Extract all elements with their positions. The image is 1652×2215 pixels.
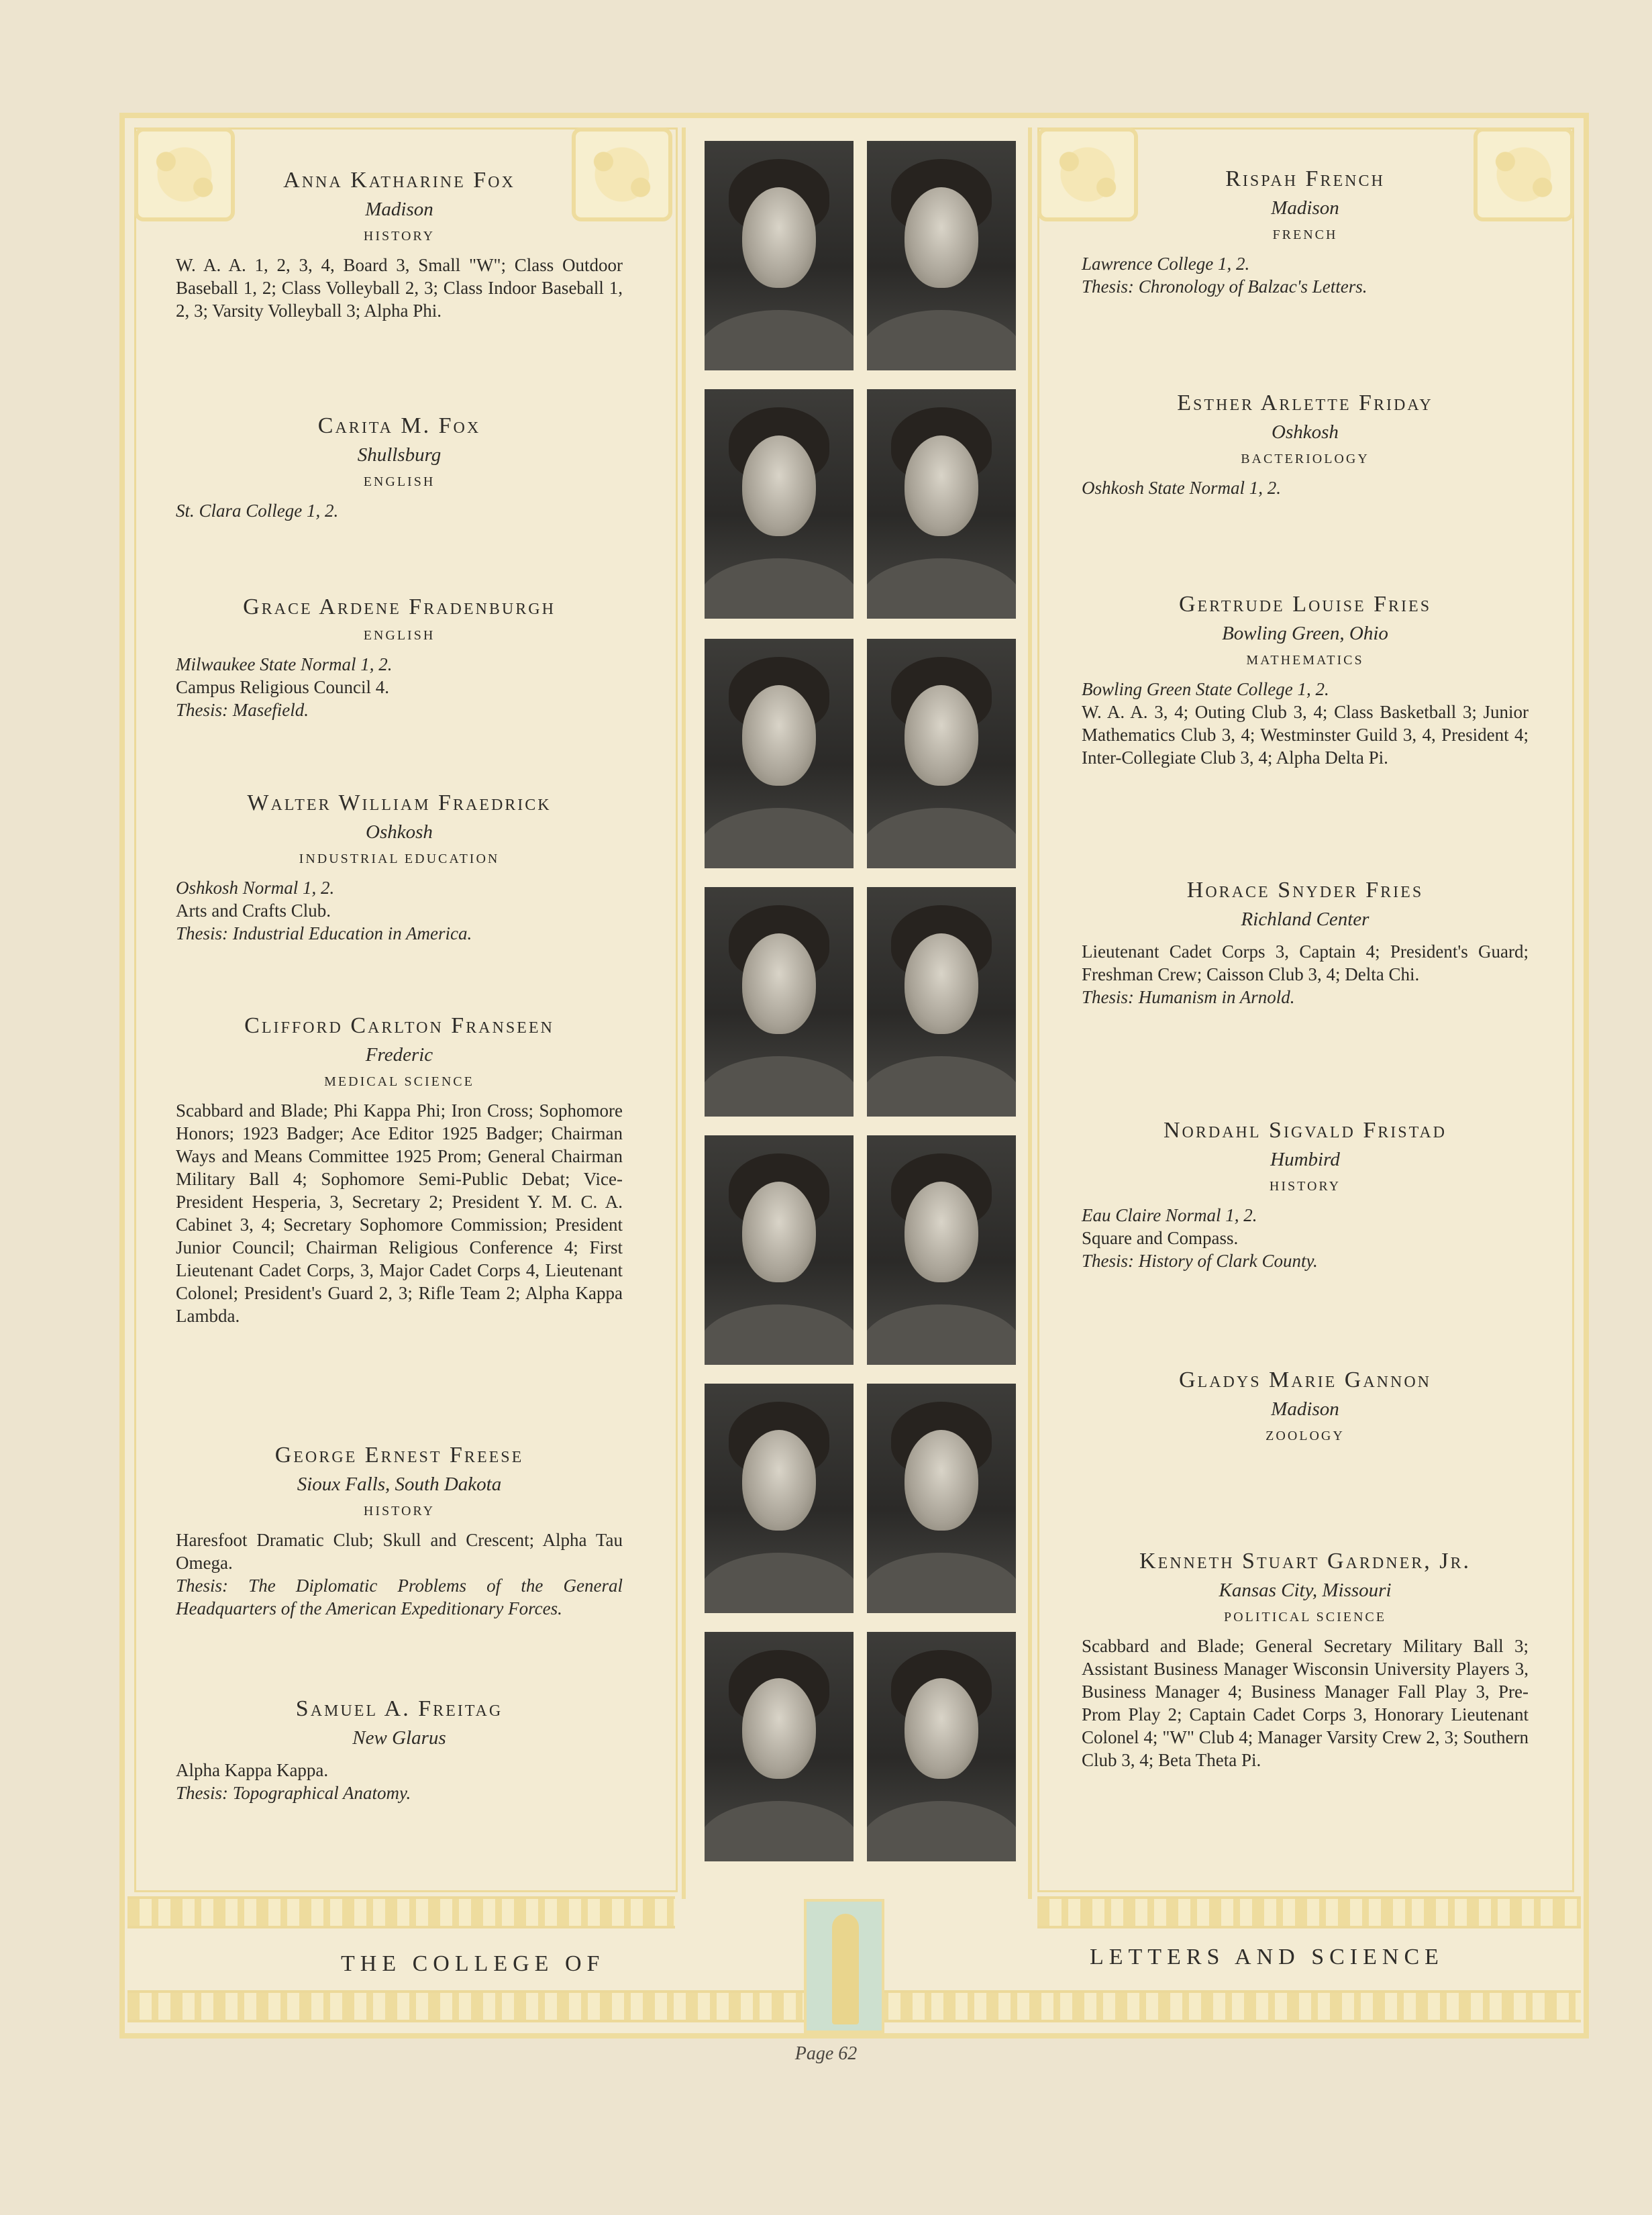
student-name: Grace Ardene Fradenburgh: [243, 595, 556, 619]
entry-horace-snyder-fries: [1082, 878, 1529, 1009]
student-thesis: Thesis: Masefield.: [176, 700, 309, 720]
student-hometown: Shullsburg: [357, 444, 442, 466]
footer-title-right: LETTERS AND SCIENCE: [1090, 1945, 1444, 1969]
student-department: HISTORY: [363, 1504, 435, 1518]
portrait-photo: [705, 639, 854, 868]
student-name: Kenneth Stuart Gardner, Jr.: [1139, 1549, 1471, 1574]
portrait-photo: [867, 389, 1016, 619]
entry-rispah-french: [1082, 166, 1529, 298]
portrait-photo: [705, 1384, 854, 1613]
entry-gertrude-louise-fries: [1082, 592, 1529, 769]
student-hometown: Sioux Falls, South Dakota: [297, 1474, 502, 1495]
student-name: Gertrude Louise Fries: [1178, 592, 1432, 617]
student-name: George Ernest Freese: [274, 1443, 524, 1467]
portrait-photo: [867, 1384, 1016, 1613]
portrait-photo: [705, 389, 854, 619]
entry-samuel-a-freitag: [176, 1696, 623, 1804]
student-thesis: Thesis: Topographical Anatomy.: [176, 1783, 411, 1803]
entry-anna-katharine-fox: [176, 168, 623, 322]
student-name: Carita M. Fox: [317, 413, 481, 438]
entry-gladys-marie-gannon: [1082, 1368, 1529, 1453]
student-prior-college: Oshkosh Normal 1, 2.: [176, 878, 335, 898]
student-name: Samuel A. Freitag: [295, 1696, 503, 1721]
entry-walter-william-fraedrick: [176, 790, 623, 945]
student-prior-college: Eau Claire Normal 1, 2.: [1082, 1205, 1257, 1225]
entry-nordahl-sigvald-fristad: [1082, 1118, 1529, 1272]
student-department: FRENCH: [1272, 227, 1338, 242]
footer-title-left: THE COLLEGE OF: [341, 1951, 605, 1976]
student-activities: Scabbard and Blade; General Secretary Military Ball 3; Assistant Business Manager Wisconsin University Players 3, Business Manager 4; Business Manager Fall Play 3, Pre-Prom Play 2; Captain Cadet Corps 3, Honorary Lieutenant Colonel 4; "W" Club 4; Manager Varsity Crew 2, 3; Southern Club 3, 4; Beta Theta Pi.: [1082, 1636, 1529, 1770]
student-activities: W. A. A. 3, 4; Outing Club 3, 4; Class Basketball 3; Junior Mathematics Club 3, 4; Westminster Guild 3, 4, President 4; Inter-Collegiate Club 3, 4; Alpha Delta Pi.: [1082, 702, 1529, 768]
student-department: POLITICAL SCIENCE: [1224, 1610, 1386, 1625]
student-hometown: Madison: [1271, 1398, 1339, 1420]
student-department: ENGLISH: [363, 628, 435, 643]
entry-clifford-carlton-franseen: [176, 1013, 623, 1327]
portrait-photo: [705, 141, 854, 370]
student-thesis: Thesis: History of Clark County.: [1082, 1251, 1318, 1271]
student-hometown: Madison: [1271, 197, 1339, 219]
portrait-photo: [867, 887, 1016, 1117]
student-name: Rispah French: [1225, 166, 1385, 191]
student-activities: Square and Compass.: [1082, 1228, 1239, 1248]
student-department: ZOOLOGY: [1266, 1429, 1345, 1443]
photo-column-right-divider: [1028, 127, 1032, 1899]
student-activities: Alpha Kappa Kappa.: [176, 1760, 329, 1780]
student-activities: Haresfoot Dramatic Club; Skull and Crescent; Alpha Tau Omega.: [176, 1530, 623, 1573]
student-prior-college: Oshkosh State Normal 1, 2.: [1082, 478, 1281, 498]
statue-emblem: [804, 1899, 884, 2033]
student-department: HISTORY: [1269, 1179, 1341, 1194]
student-prior-college: St. Clara College 1, 2.: [176, 501, 339, 521]
student-thesis: Thesis: The Diplomatic Problems of the General Headquarters of the American Expeditionary Forces.: [176, 1576, 623, 1618]
student-prior-college: Milwaukee State Normal 1, 2.: [176, 654, 393, 674]
portrait-photo: [867, 1135, 1016, 1365]
student-department: MATHEMATICS: [1246, 653, 1364, 668]
student-hometown: Oshkosh: [366, 821, 433, 843]
portrait-photo: [705, 887, 854, 1117]
student-name: Clifford Carlton Franseen: [244, 1013, 554, 1038]
portrait-photo: [867, 639, 1016, 868]
entry-george-ernest-freese: [176, 1443, 623, 1620]
student-department: HISTORY: [363, 229, 435, 244]
footer-band-upper-right: [1037, 1896, 1581, 1928]
left-panel-border: [134, 127, 678, 1892]
entry-grace-ardene-fradenburgh: [176, 595, 623, 721]
page-number: Page 62: [794, 2043, 858, 2064]
student-department: BACTERIOLOGY: [1241, 452, 1370, 466]
portrait-photo: [867, 141, 1016, 370]
student-thesis: Thesis: Chronology of Balzac's Letters.: [1082, 276, 1367, 297]
student-department: ENGLISH: [363, 474, 435, 489]
student-hometown: Frederic: [365, 1044, 433, 1066]
student-prior-college: Bowling Green State College 1, 2.: [1082, 679, 1329, 699]
student-department: MEDICAL SCIENCE: [324, 1074, 474, 1089]
student-activities: Scabbard and Blade; Phi Kappa Phi; Iron Cross; Sophomore Honors; 1923 Badger; Ace Editor 1925 Badger; Chairman Ways and Means Committee 1925 Prom; General Chairman Military Ball 4; Sophomore Semi-Public Debat; Vice-President Hesperia, 3, Secretary 2; President Y. M. C. A. Cabinet 3, 4; Secretary Sophomore Commission; President Junior Council; Chairman Religious Conference 4; First Lieutenant Cadet Corps, 3, Major Cadet Corps 4, Lieutenant Colonel; President's Guard 2, 3; Rifle Team 2; Alpha Kappa Lambda.: [176, 1100, 623, 1326]
student-activities: Lieutenant Cadet Corps 3, Captain 4; President's Guard; Freshman Crew; Caisson Club 3, 4; Delta Chi.: [1082, 941, 1529, 984]
student-department: INDUSTRIAL EDUCATION: [299, 852, 500, 866]
footer-band-upper-left: [127, 1896, 675, 1928]
student-activities: Arts and Crafts Club.: [176, 900, 331, 921]
student-hometown: Richland Center: [1241, 909, 1370, 930]
student-name: Gladys Marie Gannon: [1179, 1368, 1431, 1392]
student-activities: W. A. A. 1, 2, 3, 4, Board 3, Small "W"; Class Outdoor Baseball 1, 2; Class Volleyball 2, 3; Class Indoor Baseball 1, 2, 3; Varsity Volleyball 3; Alpha Phi.: [176, 255, 623, 321]
student-hometown: Madison: [365, 199, 433, 220]
student-name: Walter William Fraedrick: [247, 790, 552, 815]
portrait-photo: [705, 1135, 854, 1365]
student-name: Nordahl Sigvald Fristad: [1163, 1118, 1447, 1143]
student-thesis: Thesis: Humanism in Arnold.: [1082, 987, 1295, 1007]
student-activities: Campus Religious Council 4.: [176, 677, 390, 697]
student-name: Anna Katharine Fox: [283, 168, 515, 193]
student-hometown: Oshkosh: [1272, 421, 1339, 443]
student-name: Esther Arlette Friday: [1177, 391, 1433, 415]
student-name: Horace Snyder Fries: [1186, 878, 1424, 903]
entry-carita-m-fox: [176, 413, 623, 522]
entry-esther-arlette-friday: [1082, 391, 1529, 499]
portrait-photo: [705, 1632, 854, 1861]
student-thesis: Thesis: Industrial Education in America.: [176, 923, 472, 943]
student-hometown: Bowling Green, Ohio: [1222, 623, 1388, 644]
student-hometown: New Glarus: [352, 1727, 446, 1749]
student-hometown: Humbird: [1270, 1149, 1340, 1170]
photo-column-left-divider: [682, 127, 686, 1899]
portrait-photo: [867, 1632, 1016, 1861]
student-prior-college: Lawrence College 1, 2.: [1082, 254, 1250, 274]
entry-kenneth-stuart-gardner-jr: [1082, 1549, 1529, 1771]
student-hometown: Kansas City, Missouri: [1219, 1580, 1392, 1601]
